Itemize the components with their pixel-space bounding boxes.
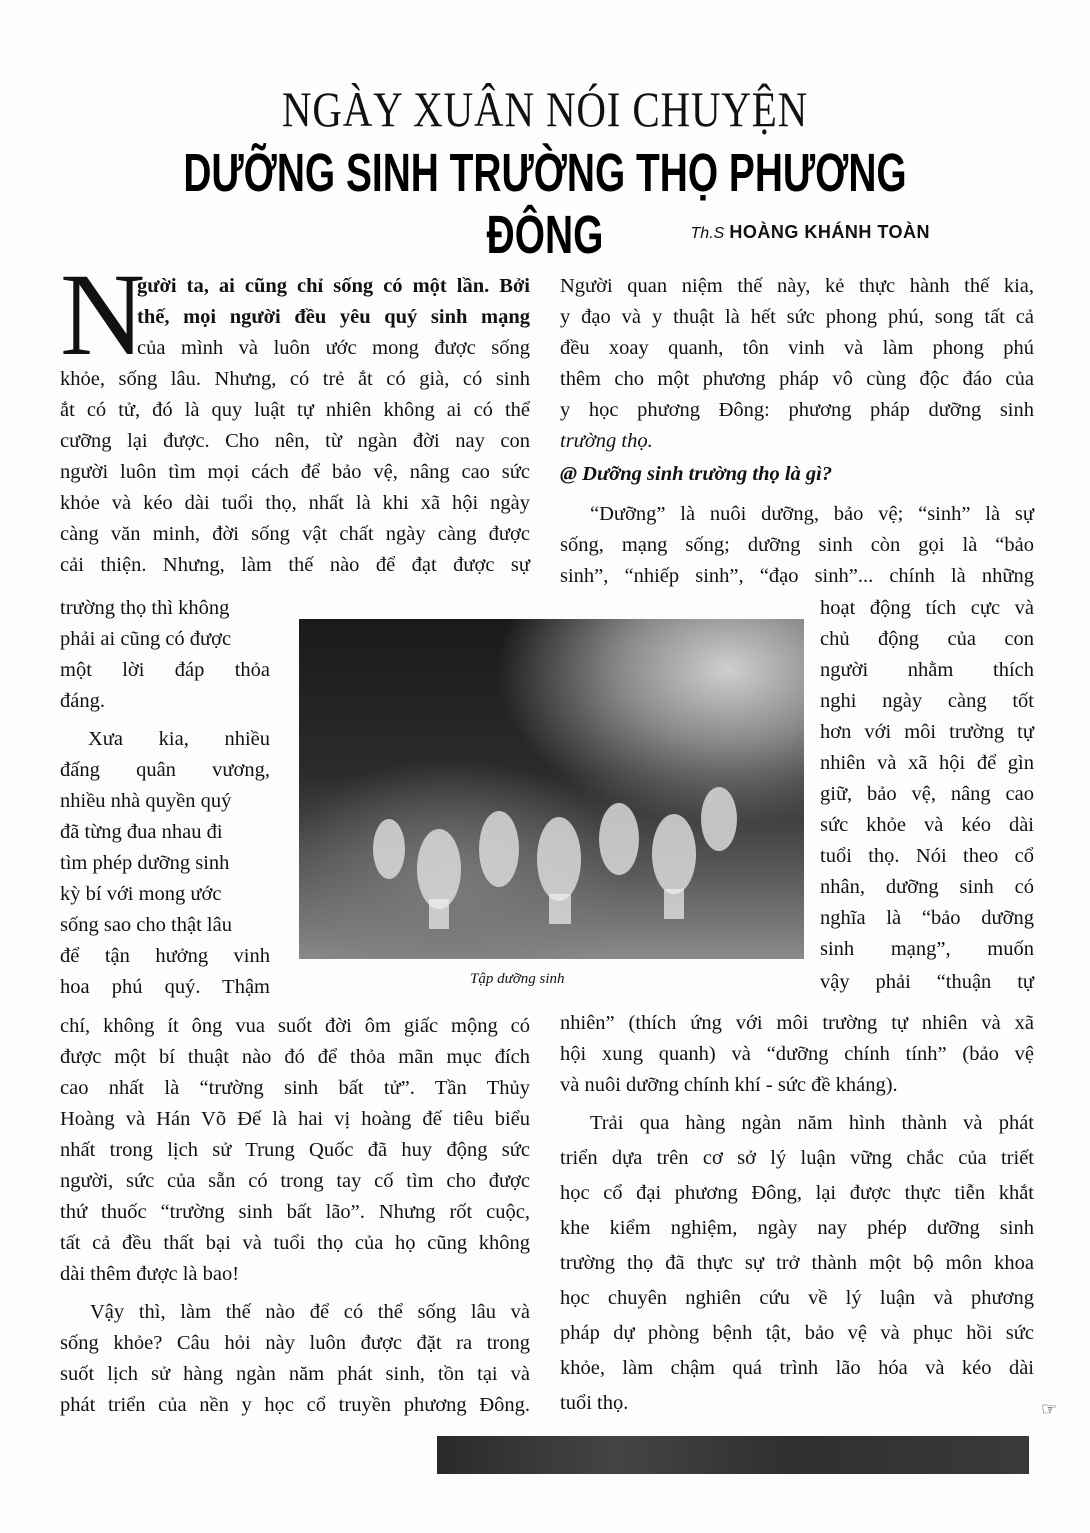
text-line: khỏe, sống lâu. Nhưng, có trẻ ắt có già, có sinh (60, 368, 530, 390)
text-line: giữ, bảo vệ, nâng cao (820, 783, 1034, 805)
text-line: triển dựa trên cơ sở lý luận vững chắc của triết (560, 1147, 1034, 1169)
text-line: Người quan niệm thế này, kẻ thực hành thế kia, (560, 275, 1034, 297)
text-line: Xưa kia, nhiều (88, 728, 270, 750)
text-line: thêm cho một phương pháp vô cùng độc đáo của (560, 368, 1034, 390)
text-line: sống sao cho thật lâu (60, 914, 232, 936)
text-line: và nuôi dưỡng chính khí - sức đề kháng). (560, 1074, 898, 1096)
text-line: tuổi thọ. Nói theo cổ (820, 845, 1034, 867)
drop-cap: N (60, 249, 146, 380)
text-line: chí, không ít ông vua suốt đời ôm giấc mộng có (60, 1015, 530, 1037)
text-line: cưỡng lại được. Cho nên, từ ngàn đời nay con (60, 430, 530, 452)
article-title-line2: DƯỠNG SINH TRƯỜNG THỌ PHƯƠNG ĐÔNG (183, 143, 907, 265)
text-line: Vậy thì, làm thế nào để có thể sống lâu và (90, 1301, 530, 1323)
text-line: sống, mạng sống; dưỡng sinh còn gọi là “bảo (560, 534, 1034, 556)
text-line: học cổ đại phương Đông, lại được thực tiễn khắt (560, 1182, 1034, 1204)
text-line: trường thọ thì không (60, 597, 230, 619)
text-line: dài thêm được là bao! (60, 1263, 240, 1285)
photo-figures (299, 619, 804, 959)
text-line: để tận hưởng vinh (60, 945, 270, 967)
text-line: nhiên” (thích ứng với môi trường tự nhiên và xã (560, 1012, 1034, 1034)
text-line: người luôn tìm mọi cách để bảo vệ, nâng cao sức (60, 461, 530, 483)
text-line: người nhằm thích (820, 659, 1034, 681)
text-line: phát triển của nền y học cổ truyền phương Đông. (60, 1394, 530, 1416)
footer-banner (437, 1436, 1029, 1474)
text-line: pháp dự phòng bệnh tật, bảo vệ và phục hồi sức (560, 1322, 1034, 1344)
tai-chi-practice-photo (299, 619, 804, 959)
text-line: càng văn minh, đời sống vật chất ngày càng được (60, 523, 530, 545)
text-line: hoa phú quý. Thậm (60, 976, 270, 998)
byline-prefix: Th.S (690, 225, 725, 242)
text-line: nhiên và xã hội để gìn (820, 752, 1034, 774)
text-line: được một bí thuật nào đó để thỏa mãn mục đích (60, 1046, 530, 1068)
text-line: sống khỏe? Câu hỏi này luôn được đặt ra trong (60, 1332, 530, 1354)
text-line: hơn với môi trường tự (820, 721, 1034, 743)
text-line: khỏe, làm chậm quá trình lão hóa và kéo dài (560, 1357, 1034, 1379)
text-line: Trải qua hàng ngàn năm hình thành và phát (590, 1112, 1034, 1134)
text-line: vậy phải “thuận tự (820, 971, 1034, 993)
text-line: tất cả đều thất bại và tuổi thọ của họ cũng không (60, 1232, 530, 1254)
text-line: suốt lịch sử hàng ngàn năm phát sinh, tồn tại và (60, 1363, 530, 1385)
section-heading: @ Dưỡng sinh trường thọ là gì? (560, 463, 833, 485)
text-line: khe kiểm nghiệm, ngày nay phép dưỡng sinh (560, 1217, 1034, 1239)
text-line: tìm phép dưỡng sinh (60, 852, 230, 874)
text-line: sinh mạng”, muốn (820, 938, 1034, 960)
text-line: nghi ngày càng tốt (820, 690, 1034, 712)
text-line: hội xung quanh) và “dưỡng chính tính” (bảo vệ (560, 1043, 1034, 1065)
text-line: nhất trong lịch sử Trung Quốc đã huy động sức (60, 1139, 530, 1161)
text-line: thế, mọi người đều yêu quý sinh mạng (137, 306, 530, 328)
text-line: nghĩa là “bảo dưỡng (820, 907, 1034, 929)
text-line: cao nhất là “trường sinh bất tử”. Tần Thủy (60, 1077, 530, 1099)
text-line: đấng quân vương, (60, 759, 270, 781)
text-line: đáng. (60, 690, 105, 712)
text-line: nhân, dưỡng sinh có (820, 876, 1034, 898)
text-line: ắt có tử, đó là quy luật tự nhiên không ai có thể (60, 399, 530, 421)
text-line: một lời đáp thỏa (60, 659, 270, 681)
text-line: người, sức của sẵn có trong tay cố tìm cho được (60, 1170, 530, 1192)
article-title-line1: NGÀY XUÂN NÓI CHUYỆN (281, 81, 809, 137)
text-line: Hoàng và Hán Võ Đế là hai vị hoàng đế tiêu biểu (60, 1108, 530, 1130)
photo-caption: Tập dưỡng sinh (470, 971, 565, 987)
text-line: phải ai cũng có được (60, 628, 232, 650)
text-line: nhiều nhà quyền quý (60, 790, 232, 812)
pointing-hand-icon: ☞ (1041, 1399, 1058, 1419)
text-line: gười ta, ai cũng chỉ sống có một lần. Bởi (137, 275, 530, 297)
text-line: sức khỏe và kéo dài (820, 814, 1034, 836)
byline-name: HOÀNG KHÁNH TOÀN (729, 222, 930, 242)
text-line: khỏe và kéo dài tuổi thọ, nhất là khi xã hội ngày (60, 492, 530, 514)
text-line: đều xoay quanh, tôn vinh và làm phong phú (560, 337, 1034, 359)
text-line: hoạt động tích cực và (820, 597, 1034, 619)
text-line: tuổi thọ. (560, 1392, 629, 1414)
text-line: chủ động của con (820, 628, 1034, 650)
text-line: thứ thuốc “trường sinh bất lão”. Nhưng rốt cuộc, (60, 1201, 530, 1223)
text-line: sinh”, “nhiếp sinh”, “đạo sinh”... chính là những (560, 565, 1034, 587)
text-line: y đạo và y thuật là hết sức phong phú, song tất cả (560, 306, 1034, 328)
text-line: y học phương Đông: phương pháp dưỡng sinh (560, 399, 1034, 421)
text-line: trường thọ đã thực sự trở thành một bộ môn khoa (560, 1252, 1034, 1274)
text-line: cải thiện. Nhưng, làm thế nào để đạt được sự (60, 554, 530, 576)
text-line: của mình và luôn ước mong được sống (137, 337, 530, 359)
text-line: “Dưỡng” là nuôi dưỡng, bảo vệ; “sinh” là sự (590, 503, 1034, 525)
text-line: trường thọ. (560, 430, 653, 452)
text-line: kỳ bí với mong ước (60, 883, 222, 905)
text-line: học chuyên nghiên cứu về lý luận và phương (560, 1287, 1034, 1309)
byline (691, 222, 930, 243)
text-line: đã từng đua nhau đi (60, 821, 223, 843)
